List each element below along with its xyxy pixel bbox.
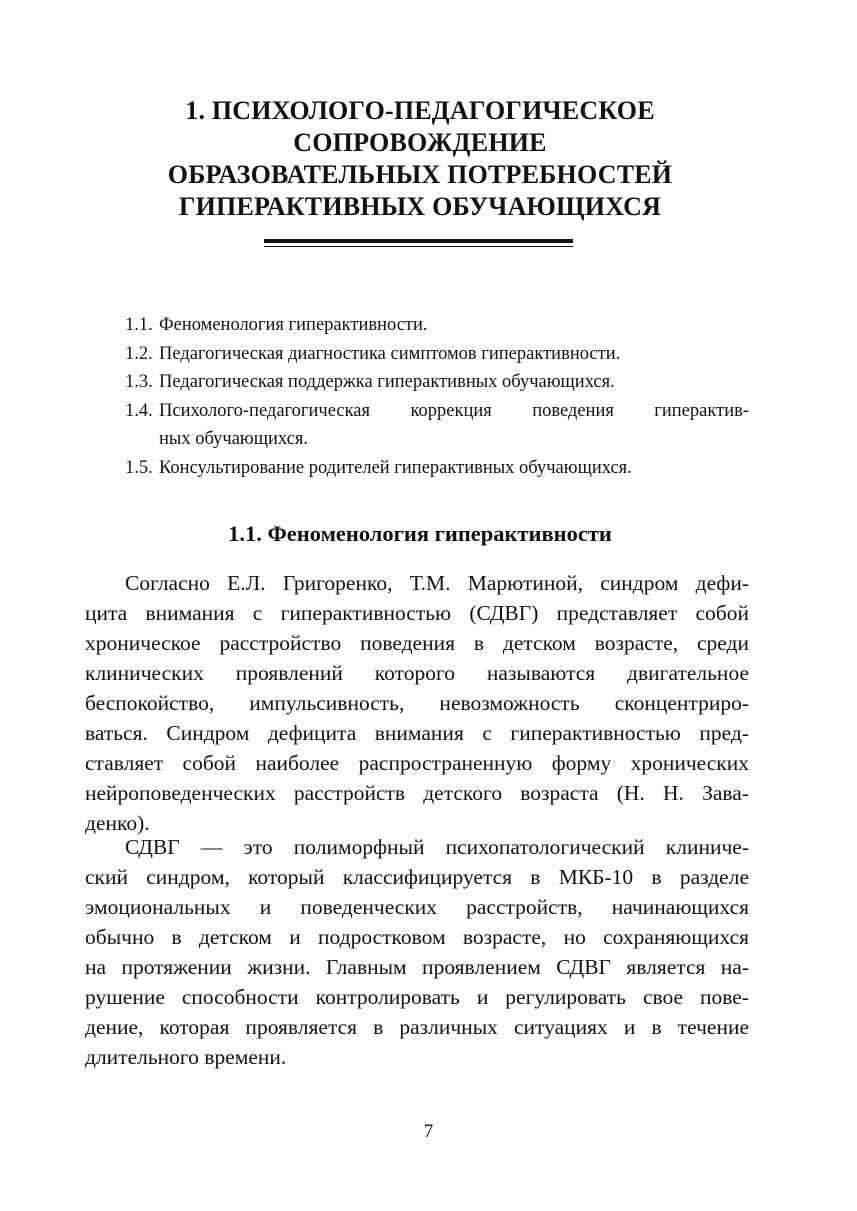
paragraph-line: дение, которая проявляется в различных ситуациях и в течение — [85, 1015, 749, 1039]
paragraph-line: беспокойство, импульсивность, невозможность сконцентриро- — [85, 691, 749, 715]
contents-item — [125, 340, 749, 369]
paragraph-line: клинических проявлений которого называются двигательное — [85, 661, 749, 685]
title-divider-thin — [264, 246, 573, 247]
paragraph-line: нейроповеденческих расстройств детского возраста (Н. Н. Зава- — [85, 781, 749, 805]
contents-item-text: Психолого-педагогическая коррекция поведения гиперактив- — [159, 400, 749, 421]
chapter-title-line: СОПРОВОЖДЕНИЕ — [293, 128, 547, 157]
paragraph-line: ский синдром, который классифицируется в МКБ-10 в разделе — [85, 865, 749, 889]
paragraph-line: цита внимания с гиперактивностью (СДВГ) представляет собой — [85, 601, 749, 625]
paragraph-line: на протяжении жизни. Главным проявлением СДВГ является на- — [85, 955, 749, 979]
paragraph-line: денко). — [85, 811, 150, 835]
chapter-title-line: ГИПЕРАКТИВНЫХ ОБУЧАЮЩИХСЯ — [178, 192, 662, 221]
body-paragraph — [85, 832, 749, 1072]
chapter-title-line: 1. ПСИХОЛОГО-ПЕДАГОГИЧЕСКОЕ — [185, 96, 655, 125]
contents-item — [125, 368, 749, 397]
contents-item-text: Консультирование родителей гиперактивных обучающихся. — [159, 457, 632, 478]
page-number: 7 — [423, 1121, 434, 1142]
section-heading: 1.1. Феноменология гиперактивности — [228, 521, 612, 546]
paragraph-line: хроническое расстройство поведения в детском возрасте, среди — [85, 631, 749, 655]
contents-item — [125, 454, 749, 483]
paragraph-line: рушение способности контролировать и регулировать свое пове- — [85, 985, 749, 1009]
paragraph-line: ваться. Синдром дефицита внимания с гиперактивностью пред- — [85, 721, 749, 745]
body-paragraph — [85, 568, 749, 838]
title-divider-thick — [264, 239, 573, 243]
paragraph-line: Согласно Е.Л. Григоренко, Т.М. Марютиной, синдром дефи- — [125, 571, 749, 595]
paragraph-line: эмоциональных и поведенческих расстройств, начинающихся — [85, 895, 749, 919]
paragraph-line: обычно в детском и подростковом возрасте, но сохраняющихся — [85, 925, 749, 949]
contents-item-number: 1.5. — [125, 457, 153, 478]
contents-item-number: 1.2. — [125, 343, 153, 364]
contents-item — [125, 311, 749, 340]
chapter-title — [110, 95, 730, 223]
contents-item-text: Педагогическая диагностика симптомов гиперактивности. — [159, 343, 621, 364]
contents-item-text: Феноменология гиперактивности. — [159, 315, 428, 335]
paragraph-line: длительного времени. — [85, 1045, 287, 1069]
chapter-contents-list — [125, 311, 749, 482]
paragraph-line: ставляет собой наиболее распространенную форму хронических — [85, 751, 749, 775]
chapter-title-line: ОБРАЗОВАТЕЛЬНЫХ ПОТРЕБНОСТЕЙ — [167, 160, 673, 189]
contents-item-text: Педагогическая поддержка гиперактивных обучающихся. — [159, 372, 615, 392]
contents-item-number: 1.3. — [125, 372, 153, 392]
contents-item-text-continued: ных обучающихся. — [159, 429, 308, 449]
contents-item-number: 1.4. — [125, 400, 153, 421]
contents-item-number: 1.1. — [125, 315, 153, 335]
paragraph-line: СДВГ — это полиморфный психопатологический клиниче- — [125, 835, 749, 859]
contents-item — [125, 397, 749, 454]
